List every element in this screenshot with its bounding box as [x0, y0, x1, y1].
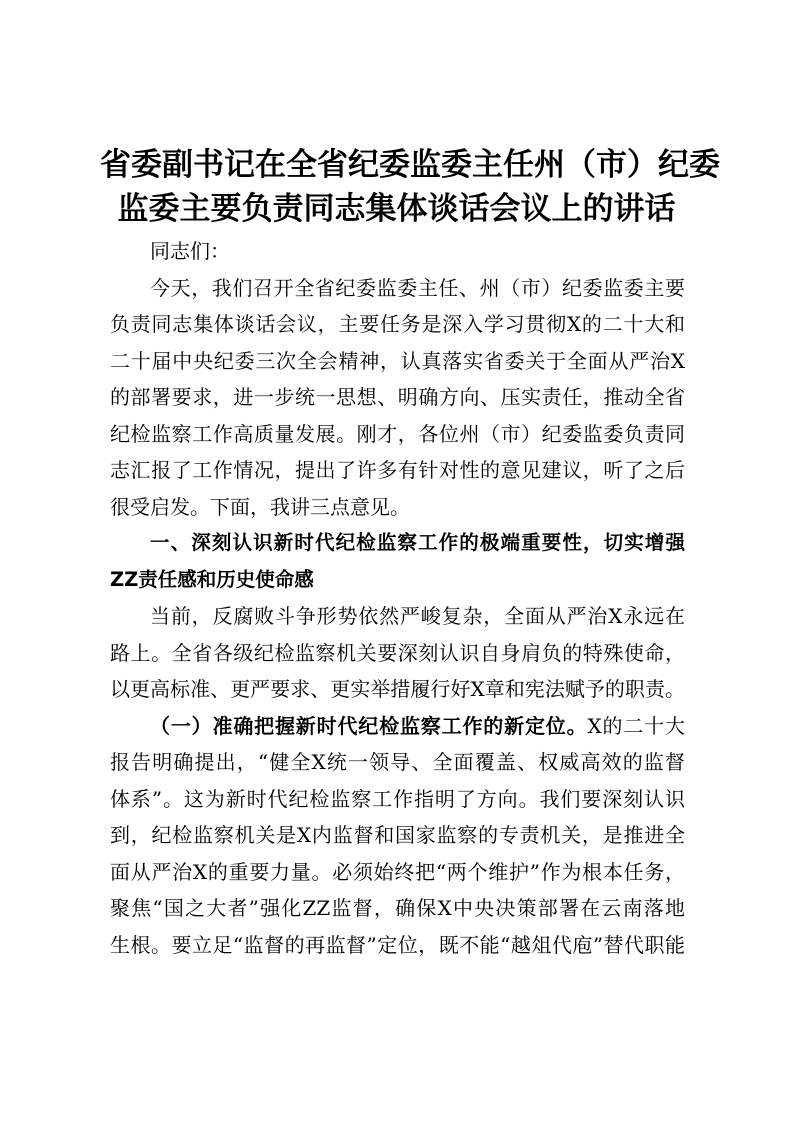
paragraph-line: 报告明确提出，“健全X统一领导、全面覆盖、权威高效的监督	[110, 750, 685, 774]
paragraph-line: 面从严治X的重要力量。必须始终把“两个维护”作为根本任务，	[110, 859, 685, 884]
document-body	[110, 233, 685, 963]
paragraph-line: 体系”。这为新时代纪检监察工作指明了方向。我们要深刻认识	[110, 786, 685, 811]
subheading-rest: X的二十大	[587, 713, 685, 738]
intro-line: 纪检监察工作高质量发展。刚才，各位州（市）纪委监委负责同	[110, 421, 685, 446]
subheading-lead: （一）准确把握新时代纪检监察工作的新定位。	[150, 713, 588, 738]
paragraph-line: 以更高标准、更严要求、更实举措履行好X章和宪法赋予的职责。	[110, 677, 685, 701]
paragraph-2	[110, 598, 685, 708]
heading-line: 一、深刻认识新时代纪检监察工作的极端重要性，切实增强	[150, 531, 685, 554]
intro-line: 负责同志集体谈话会议，主要任务是深入学习贯彻X的二十大和	[110, 312, 685, 336]
intro-line: 志汇报了工作情况，提出了许多有针对性的意见建议，听了之后	[110, 458, 685, 482]
title-line-1: 省委副书记在全省纪委监委主任州（市）纪委	[100, 147, 720, 183]
document-title	[100, 143, 720, 231]
salutation: 同志们：	[150, 239, 230, 263]
intro-line: 的部署要求，进一步统一思想、明确方向、压实责任，推动全省	[110, 385, 685, 409]
intro-line: 今天，我们召开全省纪委监委主任、州（市）纪委监委主要	[150, 275, 685, 300]
paragraph-3	[110, 708, 685, 964]
paragraph-line: 当前，反腐败斗争形势依然严峻复杂，全面从严治X永远在	[150, 604, 685, 628]
title-line-2: 监委主要负责同志集体谈话会议上的讲话	[117, 191, 676, 227]
intro-paragraph	[110, 270, 685, 526]
intro-line: 二十届中央纪委三次全会精神，认真落实省委关于全面从严治X	[110, 348, 685, 373]
paragraph-line	[110, 708, 685, 745]
paragraph-line: 聚焦“国之大者”强化ZZ监督，确保X中央决策部署在云南落地	[110, 896, 685, 920]
paragraph-line: 到，纪检监察机关是X内监督和国家监察的专责机关，是推进全	[110, 823, 685, 847]
paragraph-line: 路上。全省各级纪检监察机关要深刻认识自身肩负的特殊使命，	[110, 640, 685, 665]
heading-line: ZZ责任感和历史使命感	[110, 567, 314, 591]
paragraph-line: 生根。要立足“监督的再监督”定位，既不能“越俎代庖”替代职能	[110, 932, 685, 957]
intro-line: 很受启发。下面，我讲三点意见。	[110, 494, 410, 519]
section-heading-1	[110, 525, 685, 598]
